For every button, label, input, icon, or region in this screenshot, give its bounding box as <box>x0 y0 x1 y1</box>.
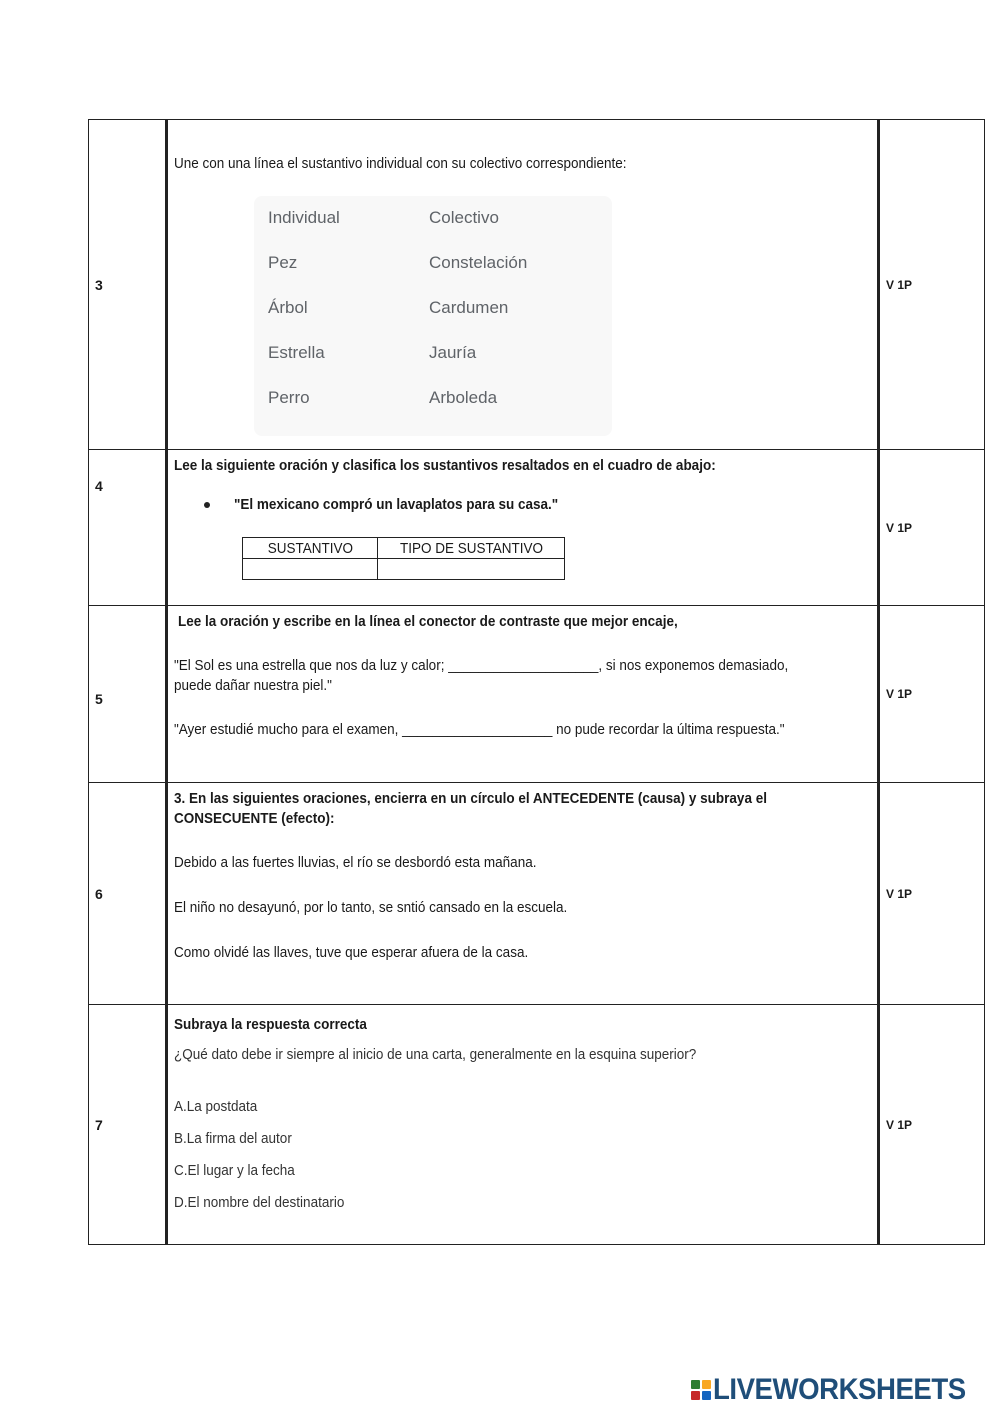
header-individual: Individual <box>268 208 340 227</box>
logo-square-icon <box>691 1391 700 1400</box>
classification-table <box>242 537 565 580</box>
sentence-text: "El mexicano compró un lavaplatos para su casa." <box>234 496 559 513</box>
individual-item: Árbol <box>268 298 308 317</box>
question-number: 5 <box>89 606 167 783</box>
colectivo-item: Constelación <box>429 253 528 272</box>
question-content <box>167 783 879 1005</box>
question-text: ¿Qué dato debe ir siempre al inicio de una carta, generalmente en la esquina superior? <box>174 1046 697 1063</box>
header-tipo: TIPO DE SUSTANTIVO <box>378 538 565 559</box>
sentence-1-line-1: "El Sol es una estrella que nos da luz y calor; ____________________, si nos exponemos demasiado, <box>174 657 789 674</box>
option-a[interactable]: A.La postdata <box>174 1098 258 1115</box>
question-row-7 <box>89 1005 985 1245</box>
match-row <box>268 388 598 412</box>
sentence-item: Como olvidé las llaves, tuve que esperar afuera de la casa. <box>174 944 529 961</box>
header-colectivo: Colectivo <box>429 208 499 227</box>
logo-square-icon <box>702 1391 711 1400</box>
score-label: V 1P <box>879 1005 985 1245</box>
instruction-text: Lee la siguiente oración y clasifica los sustantivos resaltados en el cuadro de abajo: <box>174 457 716 474</box>
question-content <box>167 606 879 783</box>
colectivo-item: Arboleda <box>429 388 498 407</box>
sentence-item: Debido a las fuertes lluvias, el río se desbordó esta mañana. <box>174 854 537 871</box>
sentence-2: "Ayer estudié mucho para el examen, ____________________ no pude recordar la última respuesta." <box>174 721 785 738</box>
header-sustantivo: SUSTANTIVO <box>243 538 378 559</box>
question-row-4 <box>89 450 985 606</box>
answer-cell-tipo[interactable] <box>378 559 565 580</box>
answer-cell-sustantivo[interactable] <box>243 559 378 580</box>
question-row-3 <box>89 120 985 450</box>
match-row <box>268 343 598 367</box>
option-d[interactable]: D.El nombre del destinatario <box>174 1194 345 1211</box>
question-content <box>167 1005 879 1245</box>
option-c[interactable]: C.El lugar y la fecha <box>174 1162 295 1179</box>
question-number: 4 <box>89 450 167 606</box>
question-content <box>167 450 879 606</box>
logo-grid-icon <box>691 1380 711 1400</box>
instruction-line-1: 3. En las siguientes oraciones, encierra en un círculo el ANTECEDENTE (causa) y subraya el <box>174 790 767 807</box>
question-number: 3 <box>89 120 167 450</box>
match-table <box>254 196 612 436</box>
question-content <box>167 120 879 450</box>
instruction-line-2: CONSECUENTE (efecto): <box>174 810 335 827</box>
sentence-item: El niño no desayunó, por lo tanto, se sntió cansado en la escuela. <box>174 899 568 916</box>
logo-text: LIVEWORKSHEETS <box>713 1373 967 1406</box>
sentence-1-line-2: puede dañar nuestra piel." <box>174 677 332 694</box>
match-row <box>268 253 598 277</box>
individual-item: Estrella <box>268 343 325 362</box>
logo-square-icon <box>691 1380 700 1389</box>
score-label: V 1P <box>879 783 985 1005</box>
individual-item: Pez <box>268 253 298 272</box>
individual-item: Perro <box>268 388 310 407</box>
instruction-text: Subraya la respuesta correcta <box>174 1016 367 1033</box>
instruction-text: Lee la oración y escribe en la línea el conector de contraste que mejor encaje, <box>178 613 678 630</box>
score-label: V 1P <box>879 450 985 606</box>
question-row-5 <box>89 606 985 783</box>
worksheet-table <box>88 119 985 1245</box>
score-label: V 1P <box>879 120 985 450</box>
match-row <box>268 298 598 322</box>
bullet-sentence <box>204 496 871 513</box>
colectivo-item: Cardumen <box>429 298 509 317</box>
option-b[interactable]: B.La firma del autor <box>174 1130 292 1147</box>
question-row-6 <box>89 783 985 1005</box>
logo-square-icon <box>702 1380 711 1389</box>
liveworksheets-logo <box>691 1373 988 1407</box>
bullet-icon <box>204 502 210 508</box>
score-label: V 1P <box>879 606 985 783</box>
question-number: 7 <box>89 1005 167 1245</box>
question-number: 6 <box>89 783 167 1005</box>
instruction-text: Une con una línea el sustantivo individual con su colectivo correspondiente: <box>174 155 627 172</box>
match-header-row <box>268 208 598 232</box>
colectivo-item: Jauría <box>429 343 477 362</box>
